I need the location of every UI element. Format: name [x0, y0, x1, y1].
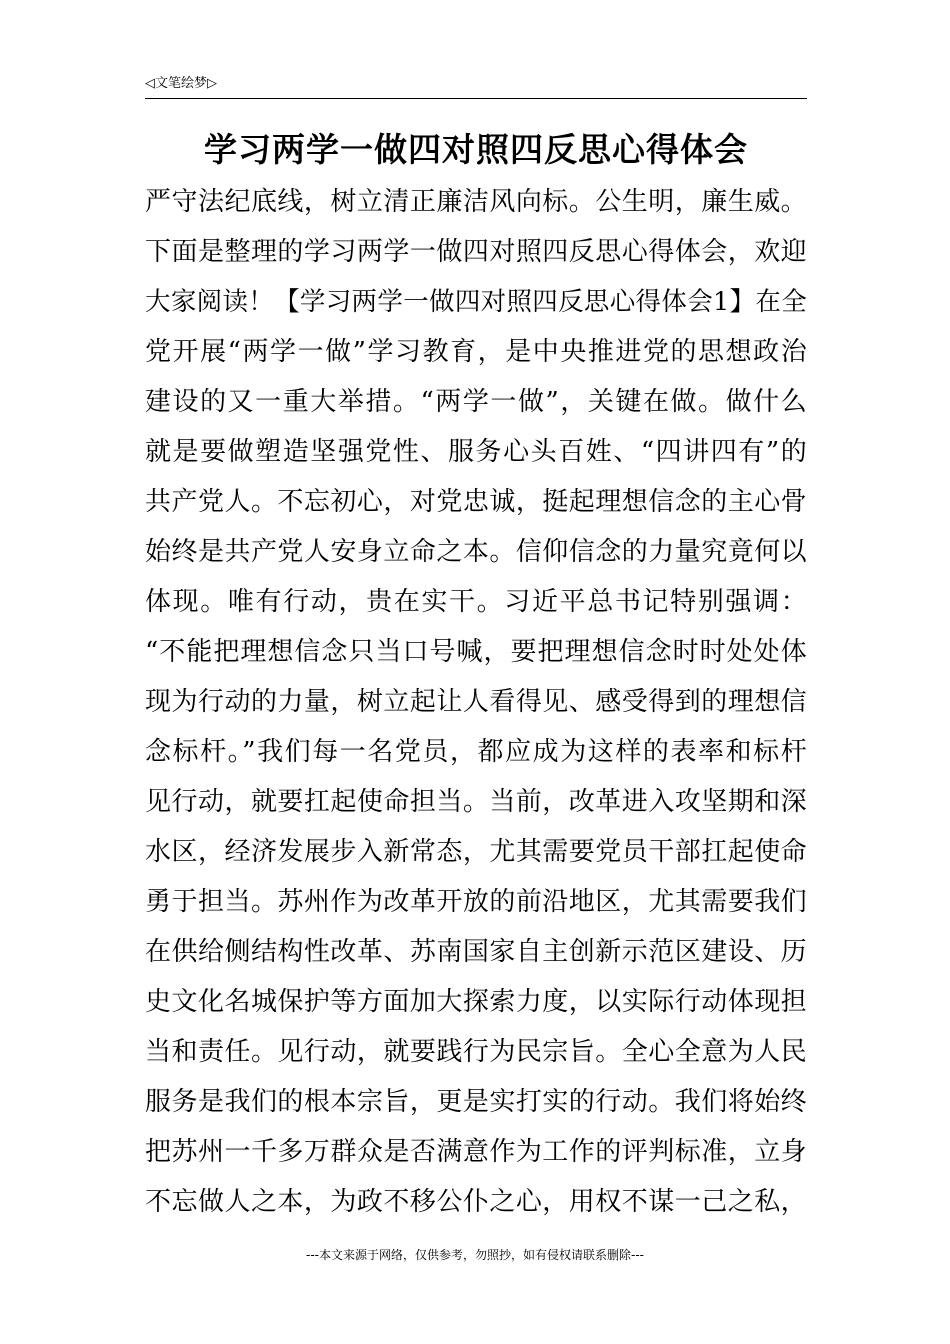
- body-line: 大家阅读！【学习两学一做四对照四反思心得体会1】在全: [145, 287, 807, 317]
- body-line: 体现。唯有行动，贵在实干。习近平总书记特别强调：: [145, 587, 807, 617]
- body-line: 勇于担当。苏州作为改革开放的前沿地区，尤其需要我们: [145, 887, 807, 917]
- page-footer: ---本文来源于网络，仅供参考，勿照抄，如有侵权请联系删除---: [306, 1248, 644, 1262]
- body-line: 共产党人。不忘初心，对党忠诚，挺起理想信念的主心骨: [145, 487, 807, 517]
- body-line: 当和责任。见行动，就要践行为民宗旨。全心全意为人民: [145, 1037, 807, 1067]
- body-line: 不忘做人之本，为政不移公仆之心，用权不谋一己之私，: [145, 1187, 807, 1217]
- body-line: 念标杆。”我们每一名党员，都应成为这样的表率和标杆: [145, 737, 807, 767]
- body-line: 严守法纪底线，树立清正廉洁风向标。公生明，廉生威。: [145, 187, 807, 217]
- document-title: 学习两学一做四对照四反思心得体会: [204, 130, 748, 169]
- body-line: 在供给侧结构性改革、苏南国家自主创新示范区建设、历: [145, 937, 807, 967]
- header-label: ◁文笔绘梦▷: [145, 76, 217, 91]
- document-body: [145, 184, 807, 1234]
- body-line: 党开展“两学一做”学习教育，是中央推进党的思想政治: [145, 337, 807, 367]
- page-header: [145, 74, 807, 99]
- body-line: 见行动，就要扛起使命担当。当前，改革进入攻坚期和深: [145, 787, 807, 817]
- body-line: 服务是我们的根本宗旨，更是实打实的行动。我们将始终: [145, 1087, 807, 1117]
- body-line: 建设的又一重大举措。“两学一做”，关键在做。做什么: [145, 387, 807, 417]
- body-line: 现为行动的力量，树立起让人看得见、感受得到的理想信: [145, 687, 807, 717]
- body-line: 水区，经济发展步入新常态，尤其需要党员干部扛起使命: [145, 837, 807, 867]
- body-line: 把苏州一千多万群众是否满意作为工作的评判标准，立身: [145, 1137, 807, 1167]
- body-line: “不能把理想信念只当口号喊，要把理想信念时时处处体: [145, 637, 807, 667]
- body-line: 史文化名城保护等方面加大探索力度，以实际行动体现担: [145, 987, 807, 1017]
- body-line: 始终是共产党人安身立命之本。信仰信念的力量究竟何以: [145, 537, 807, 567]
- body-line: 下面是整理的学习两学一做四对照四反思心得体会，欢迎: [145, 237, 807, 267]
- body-line: 就是要做塑造坚强党性、服务心头百姓、“四讲四有”的: [145, 437, 807, 467]
